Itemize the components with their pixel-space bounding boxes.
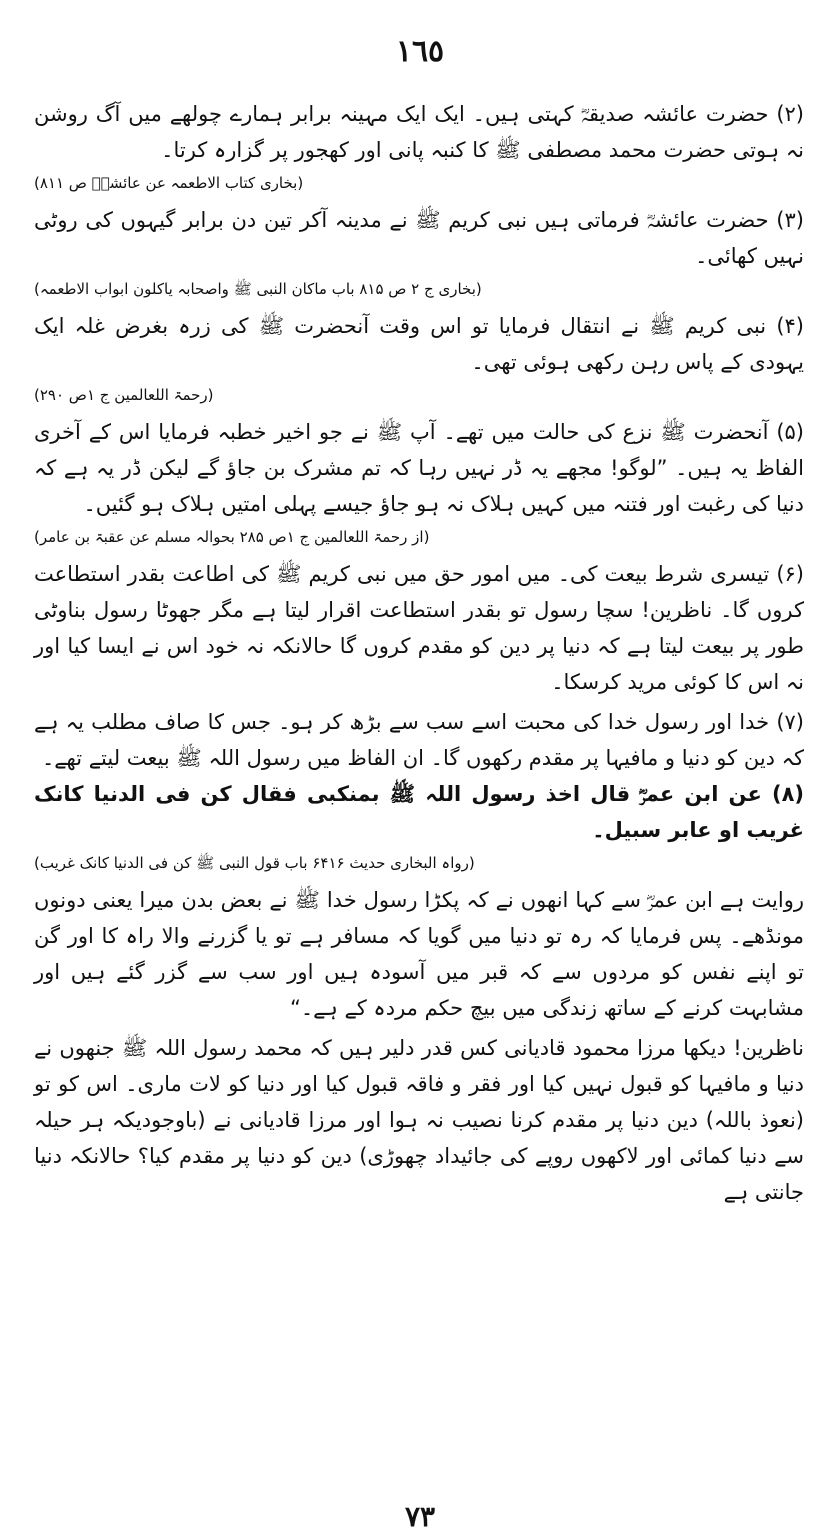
- bottom-page-number: ٧٣: [404, 1500, 436, 1533]
- reference-5: (از رحمۃ اللعالمین ج ۱ص ۲۸۵ بحوالہ مسلم عن عقبۃ بن عامر): [34, 528, 430, 546]
- top-page-number: ١٦٥: [395, 34, 445, 69]
- reference-4: (رحمۃ اللعالمین ج ۱ص ۲۹۰): [34, 386, 214, 404]
- reference-8: (رواہ البخاری حدیث ۶۴۱۶ باب قول النبی ﷺ کن فی الدنیا کانک غریب): [34, 854, 475, 872]
- paragraph-6: (۶) تیسری شرط بیعت کی۔ میں امور حق میں نبی کریم ﷺ کی اطاعت بقدر استطاعت کروں گا۔ ناظرین! سچا رسول تو بقدر استطاعت اقرار لیتا ہے مگر جھوٹا رسول بناوٹی طور پر بیعت لیتا ہے کہ دنیا پر دین کو مقدم کروں گا حالانکہ نہ خود اس نے ایسا کیا اور نہ اس کا کوئی مرید کرسکا۔: [34, 562, 804, 694]
- paragraph-5: (۵) آنحضرت ﷺ نزع کی حالت میں تھے۔ آپ ﷺ نے جو اخیر خطبہ فرمایا اس کے آخری الفاظ یہ ہیں۔ ”لوگو! مجھے یہ ڈر نہیں رہا کہ تم مشرک بن جاؤ گے لیکن ڈر یہ ہے کہ دنیا کی رغبت اور فتنہ میں کہیں ہلاک نہ ہو جاؤ جیسے پہلی امتیں ہلاک ہو گئیں۔: [34, 420, 804, 516]
- paragraph-7: (۷) خدا اور رسول خدا کی محبت اسے سب سے بڑھ کر ہو۔ جس کا صاف مطلب یہ ہے کہ دین کو دنیا و مافیہا پر مقدم رکھوں گا۔ ان الفاظ میں رسول اللہ ﷺ بیعت لیتے تھے۔: [34, 710, 804, 770]
- paragraph-8-arabic: (۸) عن ابن عمرؓ قال اخذ رسول اللہ ﷺ بمنکبی فقال کن فی الدنیا کانک غریب او عابر سبیل۔: [34, 782, 804, 842]
- paragraph-2: (۲) حضرت عائشہ صدیقہؓ کہتی ہیں۔ ایک ایک مہینہ برابر ہمارے چولھے میں آگ روشن نہ ہوتی حضرت محمد مصطفی ﷺ کا کنبہ پانی اور کھجور پر گزارہ کرتا۔: [34, 102, 804, 162]
- paragraph-3: (۳) حضرت عائشہؓ فرماتی ہیں نبی کریم ﷺ نے مدینہ آکر تین دن برابر گیہوں کی روٹی نہیں کھائی۔: [34, 208, 804, 268]
- reference-3: (بخاری ج ۲ ص ۸۱۵ باب ماکان النبی ﷺ واصحابہ یاکلون ابواب الاطعمہ): [34, 280, 482, 298]
- paragraph-8-translation: روایت ہے ابن عمرؓ سے کہا انھوں نے کہ پکڑا رسول خدا ﷺ نے بعض بدن میرا یعنی دونوں مونڈھے۔ پس فرمایا کہ رہ تو دنیا میں گویا کہ مسافر ہے تو یا گزرنے والا راہ کا اور گن تو اپنے نفس کو مردوں سے کہ قبر میں آسودہ ہیں اور سب سے گزر گئے ہیں اور مشابہت کرنے کے ساتھ زندگی میں بیچ حکم مردہ کے ہے۔“: [34, 888, 804, 1020]
- paragraph-4: (۴) نبی کریم ﷺ نے انتقال فرمایا تو اس وقت آنحضرت ﷺ کی زرہ بغرض غلہ ایک یہودی کے پاس رہن رکھی ہوئی تھی۔: [34, 314, 804, 374]
- reference-2: (بخاری کتاب الاطعمہ عن عائشہؓ ص ۸۱۱): [34, 174, 304, 192]
- paragraph-conclusion: ناظرین! دیکھا مرزا محمود قادیانی کس قدر دلیر ہیں کہ محمد رسول اللہ ﷺ جنھوں نے دنیا و مافیہا کو قبول نہیں کیا اور فقر و فاقہ قبول کیا اور دنیا کو لات ماری۔ اس کو تو (نعوذ باللہ) دین دنیا پر مقدم کرنا نصیب نہ ہوا اور مرزا قادیانی نے (باوجودیکہ ہر حیلہ سے دنیا کمائی اور لاکھوں روپے کی جائیداد چھوڑی) دین کو دنیا پر مقدم کیا؟ حالانکہ دنیا جانتی ہے: [34, 1036, 804, 1204]
- page-body: [34, 96, 804, 1210]
